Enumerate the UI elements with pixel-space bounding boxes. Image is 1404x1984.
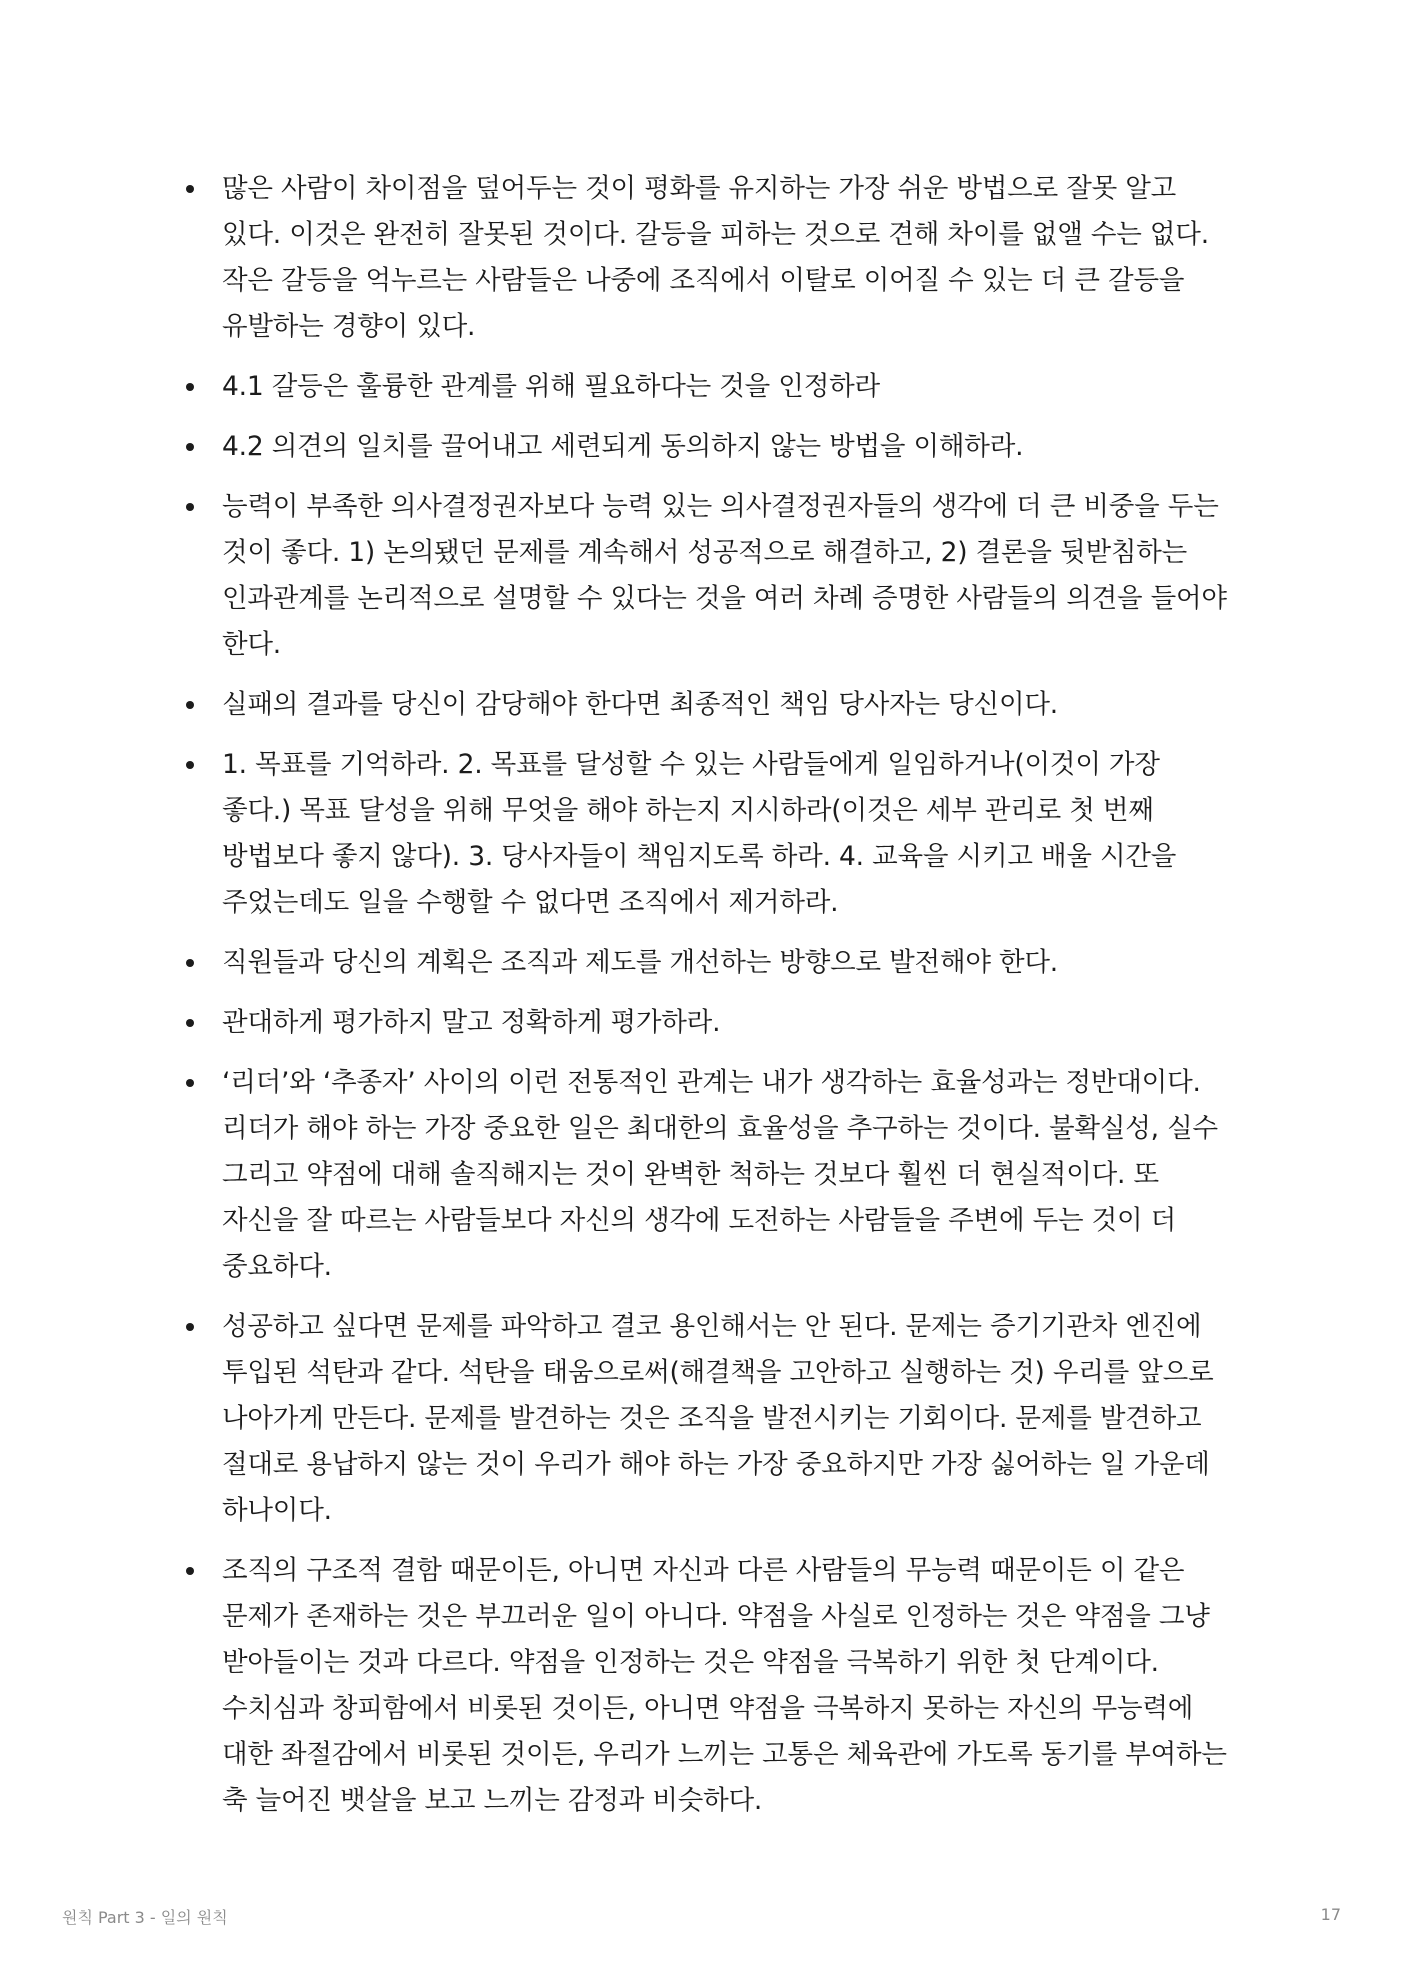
bullet-icon	[186, 383, 194, 391]
list-item	[186, 1304, 1236, 1534]
bullet-icon	[186, 443, 194, 451]
list-item	[186, 166, 1236, 350]
list-item	[186, 424, 1236, 470]
bullet-text: 능력이 부족한 의사결정권자보다 능력 있는 의사결정권자들의 생각에 더 큰 비중을 두는 것이 좋다. 1) 논의됐던 문제를 계속해서 성공적으로 해결하고, 2) 결론을 뒷받침하는 인과관계를 논리적으로 설명할 수 있다는 것을 여러 차례 증명한 사람들의 의견을 들어야 한다.	[222, 491, 1227, 660]
list-item	[186, 1000, 1236, 1046]
bullet-icon	[186, 761, 194, 769]
bullet-text: 4.2 의견의 일치를 끌어내고 세련되게 동의하지 않는 방법을 이해하라.	[222, 431, 1024, 462]
list-item	[186, 682, 1236, 728]
page-number: 17	[1320, 1905, 1341, 1924]
bullet-icon	[186, 1019, 194, 1027]
bullet-text: ‘리더’와 ‘추종자’ 사이의 이런 전통적인 관계는 내가 생각하는 효율성과는 정반대이다. 리더가 해야 하는 가장 중요한 일은 최대한의 효율성을 추구하는 것이다. 불확실성, 실수 그리고 약점에 대해 솔직해지는 것이 완벽한 척하는 것보다 훨씬 더 현실적이다. 또 자신을 잘 따르는 사람들보다 자신의 생각에 도전하는 사람들을 주변에 두는 것이 더 중요하다.	[222, 1067, 1218, 1282]
list-item	[186, 484, 1236, 668]
bullet-text: 4.1 갈등은 훌륭한 관계를 위해 필요하다는 것을 인정하라	[222, 371, 880, 402]
bullet-text: 성공하고 싶다면 문제를 파악하고 결코 용인해서는 안 된다. 문제는 증기기관차 엔진에 투입된 석탄과 같다. 석탄을 태움으로써(해결책을 고안하고 실행하는 것) 우리를 앞으로 나아가게 만든다. 문제를 발견하는 것은 조직을 발전시키는 기회이다. 문제를 발견하고 절대로 용납하지 않는 것이 우리가 해야 하는 가장 중요하지만 가장 싫어하는 일 가운데 하나이다.	[222, 1311, 1214, 1526]
bullet-text: 1. 목표를 기억하라. 2. 목표를 달성할 수 있는 사람들에게 일임하거나(이것이 가장 좋다.) 목표 달성을 위해 무엇을 해야 하는지 지시하라(이것은 세부 관리로 첫 번째 방법보다 좋지 않다). 3. 당사자들이 책임지도록 하라. 4. 교육을 시키고 배울 시간을 주었는데도 일을 수행할 수 없다면 조직에서 제거하라.	[222, 749, 1177, 918]
bullet-text: 관대하게 평가하지 말고 정확하게 평가하라.	[222, 1007, 721, 1038]
bullet-list	[186, 166, 1236, 1824]
footer-title: 원칙 Part 3 - 일의 원칙	[62, 1908, 228, 1927]
bullet-icon	[186, 1323, 194, 1331]
list-item	[186, 1060, 1236, 1290]
list-item	[186, 940, 1236, 986]
page-body	[186, 166, 1236, 1838]
list-item	[186, 364, 1236, 410]
bullet-icon	[186, 1567, 194, 1575]
bullet-icon	[186, 959, 194, 967]
bullet-icon	[186, 503, 194, 511]
bullet-text: 직원들과 당신의 계획은 조직과 제도를 개선하는 방향으로 발전해야 한다.	[222, 947, 1058, 978]
list-item	[186, 742, 1236, 926]
bullet-text: 조직의 구조적 결함 때문이든, 아니면 자신과 다른 사람들의 무능력 때문이든 이 같은 문제가 존재하는 것은 부끄러운 일이 아니다. 약점을 사실로 인정하는 것은 약점을 그냥 받아들이는 것과 다르다. 약점을 인정하는 것은 약점을 극복하기 위한 첫 단계이다. 수치심과 창피함에서 비롯된 것이든, 아니면 약점을 극복하지 못하는 자신의 무능력에 대한 좌절감에서 비롯된 것이든, 우리가 느끼는 고통은 체육관에 가도록 동기를 부여하는 축 늘어진 뱃살을 보고 느끼는 감정과 비슷하다.	[222, 1555, 1227, 1816]
bullet-text: 실패의 결과를 당신이 감당해야 한다면 최종적인 책임 당사자는 당신이다.	[222, 689, 1058, 720]
bullet-text: 많은 사람이 차이점을 덮어두는 것이 평화를 유지하는 가장 쉬운 방법으로 잘못 알고 있다. 이것은 완전히 잘못된 것이다. 갈등을 피하는 것으로 견해 차이를 없앨 수는 없다. 작은 갈등을 억누르는 사람들은 나중에 조직에서 이탈로 이어질 수 있는 더 큰 갈등을 유발하는 경향이 있다.	[222, 173, 1209, 342]
bullet-icon	[186, 1079, 194, 1087]
bullet-icon	[186, 701, 194, 709]
list-item	[186, 1548, 1236, 1824]
bullet-icon	[186, 185, 194, 193]
